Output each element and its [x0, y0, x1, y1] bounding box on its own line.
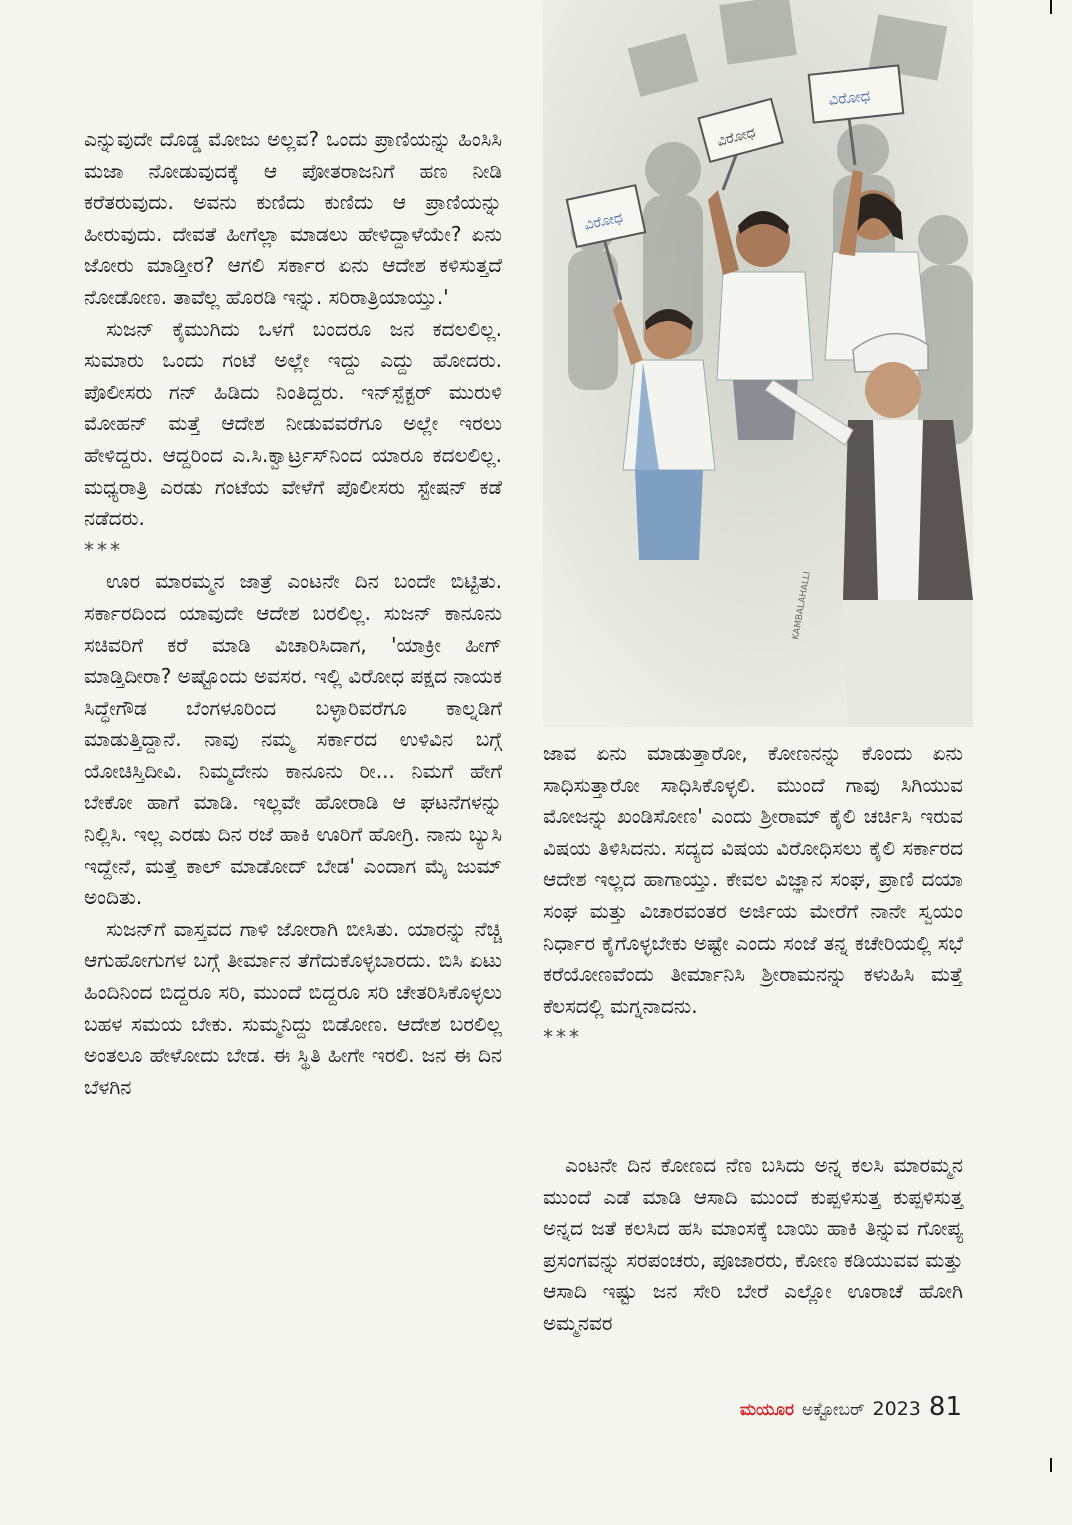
paragraph-6: ಎಂಟನೇ ದಿನ ಕೋಣದ ನೆಣ ಬಸಿದು ಅನ್ನ ಕಲಸಿ ಮಾರಮ್ಮನ ಮುಂದೆ ಎಡೆ ಮಾಡಿ ಆಸಾದಿ ಮುಂದೆ ಕುಪ್ಪಳಿಸುತ್ತ ಕುಪ್ಪಳಿಸುತ್ತ ಅನ್ನದ ಜತೆ ಕಲಸಿದ ಹಸಿ ಮಾಂಸಕ್ಕೆ ಬಾಯಿ ಹಾಕಿ ತಿನ್ನುವ ಗೋಪ್ಯ ಪ್ರಸಂಗವನ್ನು ಸರಪಂಚರು, ಪೂಜಾರರು, ಕೋಣ ಕಡಿಯುವವ ಮತ್ತು ಆಸಾದಿ ಇಷ್ಟು ಜನ ಸೇರಿ ಬೇರೆ ಎಲ್ಲೋ ಊರಾಚೆ ಹೋಗಿ ಅಮ್ಮನವರ: [543, 1153, 963, 1335]
right-column-bottom: [543, 1150, 963, 1340]
magazine-brand: ಮಯೂರ: [739, 1400, 795, 1420]
paragraph-3: ಊರ ಮಾರಮ್ಮನ ಜಾತ್ರೆ ಎಂಟನೇ ದಿನ ಬಂದೇ ಬಿಟ್ಟಿತು. ಸರ್ಕಾರದಿಂದ ಯಾವುದೇ ಆದೇಶ ಬರಲಿಲ್ಲ. ಸುಜನ್ ಕಾನೂನು ಸಚಿವರಿಗೆ ಕರೆ ಮಾಡಿ ವಿಚಾರಿಸಿದಾಗ, 'ಯಾಕ್ರೀ ಹೀಗ್ ಮಾಡ್ತಿದೀರಾ? ಅಷ್ಟೊಂದು ಅವಸರ. ಇಲ್ಲಿ ವಿರೋಧ ಪಕ್ಷದ ನಾಯಕ ಸಿದ್ಧೇಗೌಡ ಬೆಂಗಳೂರಿಂದ ಬಳ್ಳಾರಿವರೆಗೂ ಕಾಲ್ನಡಿಗೆ ಮಾಡುತ್ತಿದ್ದಾನೆ. ನಾವು ನಮ್ಮ ಸರ್ಕಾರದ ಉಳಿವಿನ ಬಗ್ಗೆ ಯೋಚಿಸ್ತಿದೀವಿ. ನಿಮ್ಮದೇನು ಕಾನೂನು ರೀ... ನಿಮಗೆ ಹೇಗೆ ಬೇಕೋ ಹಾಗೆ ಮಾಡಿ. ಇಲ್ಲವೇ ಹೋರಾಡಿ ಆ ಘಟನೆಗಳನ್ನು ನಿಲ್ಲಿಸಿ. ಇಲ್ಲ ಎರಡು ದಿನ ರಜೆ ಹಾಕಿ ಊರಿಗೆ ಹೋಗ್ರಿ. ನಾನು ಬ್ಯುಸಿ ಇದ್ದೇನೆ, ಮತ್ತೆ ಕಾಲ್ ಮಾಡೋದ್ ಬೇಡ' ಎಂದಾಗ ಮೈ ಜುಮ್ ಅಂದಿತು.: [84, 569, 502, 910]
paragraph-4: ಸುಜನ್‌ಗೆ ವಾಸ್ತವದ ಗಾಳಿ ಜೋರಾಗಿ ಬೀಸಿತು. ಯಾರನ್ನು ನೆಚ್ಚಿ ಆಗುಹೋಗುಗಳ ಬಗ್ಗೆ ತೀರ್ಮಾನ ತೆಗೆದುಕೊಳ್ಳಬಾರದು. ಬಿಸಿ ಏಟು ಹಿಂದಿನಿಂದ ಬಿದ್ದರೂ ಸರಿ, ಮುಂದೆ ಬಿದ್ದರೂ ಸರಿ ಚೇತರಿಸಿಕೊಳ್ಳಲು ಬಹಳ ಸಮಯ ಬೇಕು. ಸುಮ್ಮನಿದ್ದು ಬಿಡೋಣ. ಆದೇಶ ಬರಲಿಲ್ಲ ಅಂತಲೂ ಹೇಳೋದು ಬೇಡ. ಈ ಸ್ಥಿತಿ ಹೀಗೇ ಇರಲಿ. ಜನ ಈ ದಿನ ಬೆಳಗಿನ: [84, 916, 502, 1099]
artist-signature: KAMBALAHALLI: [791, 570, 813, 641]
crop-mark-top-right: [1050, 0, 1052, 14]
page-number: 81: [928, 1392, 962, 1422]
issue-month: ಅಕ್ಟೋಬರ್: [802, 1400, 865, 1420]
protest-illustration-svg: [543, 0, 973, 727]
section-separator: ***: [84, 537, 123, 562]
page-footer: [740, 1392, 962, 1422]
story-illustration: [543, 0, 973, 727]
crop-mark-bottom-right: [1050, 1458, 1052, 1472]
placard-text: ವಿರೋಧ: [582, 209, 625, 234]
paragraph-5: ಜಾವ ಏನು ಮಾಡುತ್ತಾರೋ, ಕೋಣನನ್ನು ಕೊಂದು ಏನು ಸಾಧಿಸುತ್ತಾರೋ ಸಾಧಿಸಿಕೊಳ್ಳಲಿ. ಮುಂದೆ ಗಾವು ಸಿಗಿಯುವ ಮೋಜನ್ನು ಖಂಡಿಸೋಣ' ಎಂದು ಶ್ರೀರಾಮ್ ಕೈಲಿ ಚರ್ಚಿಸಿ ಇರುವ ವಿಷಯ ತಿಳಿಸಿದನು. ಸದ್ಯದ ವಿಷಯ ವಿರೋಧಿಸಲು ಕೈಲಿ ಸರ್ಕಾರದ ಆದೇಶ ಇಲ್ಲದ ಹಾಗಾಯ್ತು. ಕೇವಲ ವಿಜ್ಞಾನ ಸಂಘ, ಪ್ರಾಣಿ ದಯಾ ಸಂಘ ಮತ್ತು ವಿಚಾರವಂತರ ಅರ್ಜಿಯ ಮೇರೆಗೆ ನಾನೇ ಸ್ವಯಂ ನಿರ್ಧಾರ ಕೈಗೊಳ್ಳಬೇಕು ಅಷ್ಟೇ ಎಂದು ಸಂಜೆ ತನ್ನ ಕಚೇರಿಯಲ್ಲಿ ಸಭೆ ಕರೆಯೋಣವೆಂದು ತೀರ್ಮಾನಿಸಿ ಶ್ರೀರಾಮನನ್ನು ಕಳುಹಿಸಿ ಮತ್ತೆ ಕೆಲಸದಲ್ಲಿ ಮಗ್ನನಾದನು.: [543, 741, 963, 1018]
paragraph-1: ಎನ್ನುವುದೇ ದೊಡ್ಡ ಮೋಜು ಅಲ್ಲವ? ಒಂದು ಪ್ರಾಣಿಯನ್ನು ಹಿಂಸಿಸಿ ಮಜಾ ನೋಡುವುದಕ್ಕೆ ಆ ಪೋತರಾಜನಿಗೆ ಹಣ ನೀಡಿ ಕರೆತರುವುದು. ಅವನು ಕುಣಿದು ಕುಣಿದು ಆ ಪ್ರಾಣಿಯನ್ನು ಹೀರುವುದು. ದೇವತೆ ಹೀಗೆಲ್ಲಾ ಮಾಡಲು ಹೇಳಿದ್ದಾಳೆಯೇ? ಏನು ಜೋರು ಮಾಡ್ತೀರ? ಆಗಲಿ ಸರ್ಕಾರ ಏನು ಆದೇಶ ಕಳಿಸುತ್ತದೆ ನೋಡೋಣ. ತಾವೆಲ್ಲ ಹೊರಡಿ ಇನ್ನು. ಸರಿರಾತ್ರಿಯಾಯ್ತು.': [84, 127, 502, 309]
paragraph-2: ಸುಜನ್ ಕೈಮುಗಿದು ಒಳಗೆ ಬಂದರೂ ಜನ ಕದಲಲಿಲ್ಲ. ಸುಮಾರು ಒಂದು ಗಂಟೆ ಅಲ್ಲೇ ಇದ್ದು ಎದ್ದು ಹೋದರು. ಪೊಲೀಸರು ಗನ್ ಹಿಡಿದು ನಿಂತಿದ್ದರು. ಇನ್‌ಸ್ಪೆಕ್ಟರ್ ಮುರುಳಿ ಮೋಹನ್ ಮತ್ತೆ ಆದೇಶ ನೀಡುವವರೆಗೂ ಅಲ್ಲೇ ಇರಲು ಹೇಳಿದ್ದರು. ಆದ್ದರಿಂದ ಎ.ಸಿ.ಕ್ವಾರ್ಟ್ರಸ್‌ನಿಂದ ಯಾರೂ ಕದಲಲಿಲ್ಲ. ಮಧ್ಯರಾತ್ರಿ ಎರಡು ಗಂಟೆಯ ವೇಳೆಗೆ ಪೊಲೀಸರು ಸ್ಟೇಷನ್ ಕಡೆ ನಡೆದರು.: [84, 316, 502, 531]
left-column: [84, 124, 502, 1103]
section-separator-right: ***: [543, 1025, 582, 1050]
placard-text: ವಿರೋಧ: [715, 124, 758, 150]
issue-year: 2023: [872, 1398, 921, 1420]
right-column-top: [543, 738, 963, 1054]
placard-text: ವಿರೋಧ: [827, 86, 871, 109]
